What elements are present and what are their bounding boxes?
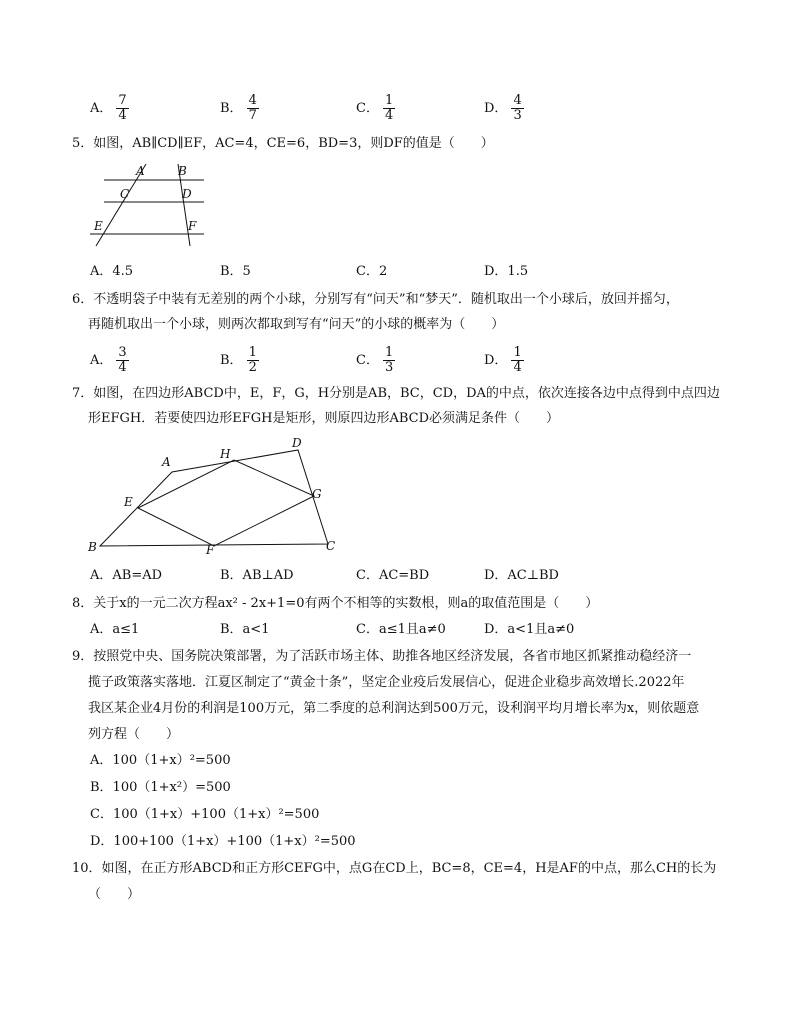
q5-parallel-lines-figure (86, 160, 216, 250)
q8-option-d[interactable]: D．a<1且a≠0 (484, 622, 575, 637)
point-label: C (120, 187, 130, 201)
q9-option-d[interactable]: D．100+100（1+x）+100（1+x）²=500 (90, 834, 356, 849)
point-label: E (124, 495, 133, 509)
q8-option-a[interactable]: A．a≤1 (90, 622, 140, 637)
point-label: F (206, 543, 215, 557)
fraction: $\frac{1}{4}$ (384, 93, 394, 123)
q7-option-a[interactable]: A．AB=AD (90, 568, 163, 583)
q4-option-d[interactable]: D． $\frac{4}{3}$ (484, 93, 522, 123)
q5-option-a[interactable]: A．4.5 (90, 264, 134, 279)
q8-stem: 8．关于x的一元二次方程ax² - 2x+1=0有两个不相等的实数根，则a的取值范围是（ ） (72, 596, 599, 611)
q5-stem: 5．如图，AB∥CD∥EF，AC=4，CE=6，BD=3，则DF的值是（ ） (72, 136, 494, 151)
q6-option-a[interactable]: A． $\frac{3}{4}$ (90, 345, 127, 375)
q4-option-c[interactable]: C． $\frac{1}{4}$ (356, 93, 394, 123)
q8-option-c[interactable]: C．a≤1且a≠0 (356, 622, 446, 637)
point-label: F (188, 219, 197, 233)
q9-stem-line1: 9．按照党中央、国务院决策部署，为了活跃市场主体、助推各地区经济发展，各省市地区抓紧推动稳经济一 (72, 649, 692, 664)
q9-option-a[interactable]: A．100（1+x）²=500 (90, 753, 231, 768)
q8-option-b[interactable]: B．a<1 (220, 622, 270, 637)
q7-quadrilateral-figure (86, 436, 346, 560)
q9-stem-line3: 我区某企业4月份的利润是100万元，第二季度的总利润达到500万元，设利润平均月增长率为x，则依题意 (88, 701, 700, 716)
q4-option-b[interactable]: B． $\frac{4}{7}$ (220, 93, 257, 123)
q4-option-a[interactable]: A． $\frac{7}{4}$ (90, 93, 127, 123)
q5-option-c[interactable]: C．2 (356, 264, 388, 279)
point-label: H (220, 447, 231, 461)
q9-option-c[interactable]: C．100（1+x）+100（1+x）²=500 (90, 807, 320, 822)
q10-stem-line1: 10．如图，在正方形ABCD和正方形CEFG中，点G在CD上，BC=8，CE=4，H是AF的中点，那么CH的长为 (72, 861, 717, 876)
point-label: D (182, 187, 192, 201)
q6-stem-line1: 6．不透明袋子中装有无差别的两个小球，分别写有“问天”和“梦天”．随机取出一个小球后，放回并摇匀， (72, 292, 679, 307)
q9-stem-line4: 列方程（ ） (88, 727, 180, 742)
point-label: C (326, 539, 336, 553)
q6-stem-line2: 再随机取出一个小球，则两次都取到写有“问天”的小球的概率为（ ） (88, 317, 505, 332)
q7-stem-line2: 形EFGH．若要使四边形EFGH是矩形，则原四边形ABCD必须满足条件（ ） (88, 411, 560, 426)
q6-option-c[interactable]: C． $\frac{1}{3}$ (356, 345, 394, 375)
point-label: B (88, 540, 97, 554)
q5-option-d[interactable]: D．1.5 (484, 264, 529, 279)
q7-option-d[interactable]: D．AC⊥BD (484, 568, 559, 583)
fraction: $\frac{3}{4}$ (118, 345, 127, 375)
fraction: $\frac{1}{2}$ (248, 345, 257, 375)
fraction: $\frac{4}{3}$ (513, 93, 522, 123)
point-label: A (136, 164, 145, 178)
q7-stem-line1: 7．如图，在四边形ABCD中，E，F，G，H分别是AB，BC，CD，DA的中点，依次连接各边中点得到中点四边 (72, 386, 720, 401)
q6-option-b[interactable]: B． $\frac{1}{2}$ (220, 345, 257, 375)
q9-stem-line2: 揽子政策落实落地．江夏区制定了“黄金十条”，坚定企业疫后发展信心，促进企业稳步高效增长.2022年 (88, 675, 685, 690)
fraction: $\frac{1}{3}$ (384, 345, 394, 375)
point-label: B (178, 164, 187, 178)
q7-option-c[interactable]: C．AC=BD (356, 568, 430, 583)
q10-stem-line2: （ ） (88, 887, 141, 902)
fraction: $\frac{1}{4}$ (513, 345, 522, 375)
fraction: $\frac{7}{4}$ (118, 93, 127, 123)
fraction: $\frac{4}{7}$ (248, 93, 257, 123)
point-label: A (162, 455, 171, 469)
point-label: E (94, 219, 103, 233)
q7-option-b[interactable]: B．AB⊥AD (220, 568, 294, 583)
q5-option-b[interactable]: B．5 (220, 264, 251, 279)
point-label: D (292, 436, 302, 450)
point-label: G (312, 487, 322, 501)
q6-option-d[interactable]: D． $\frac{1}{4}$ (484, 345, 522, 375)
q9-option-b[interactable]: B．100（1+x²）=500 (90, 780, 231, 795)
